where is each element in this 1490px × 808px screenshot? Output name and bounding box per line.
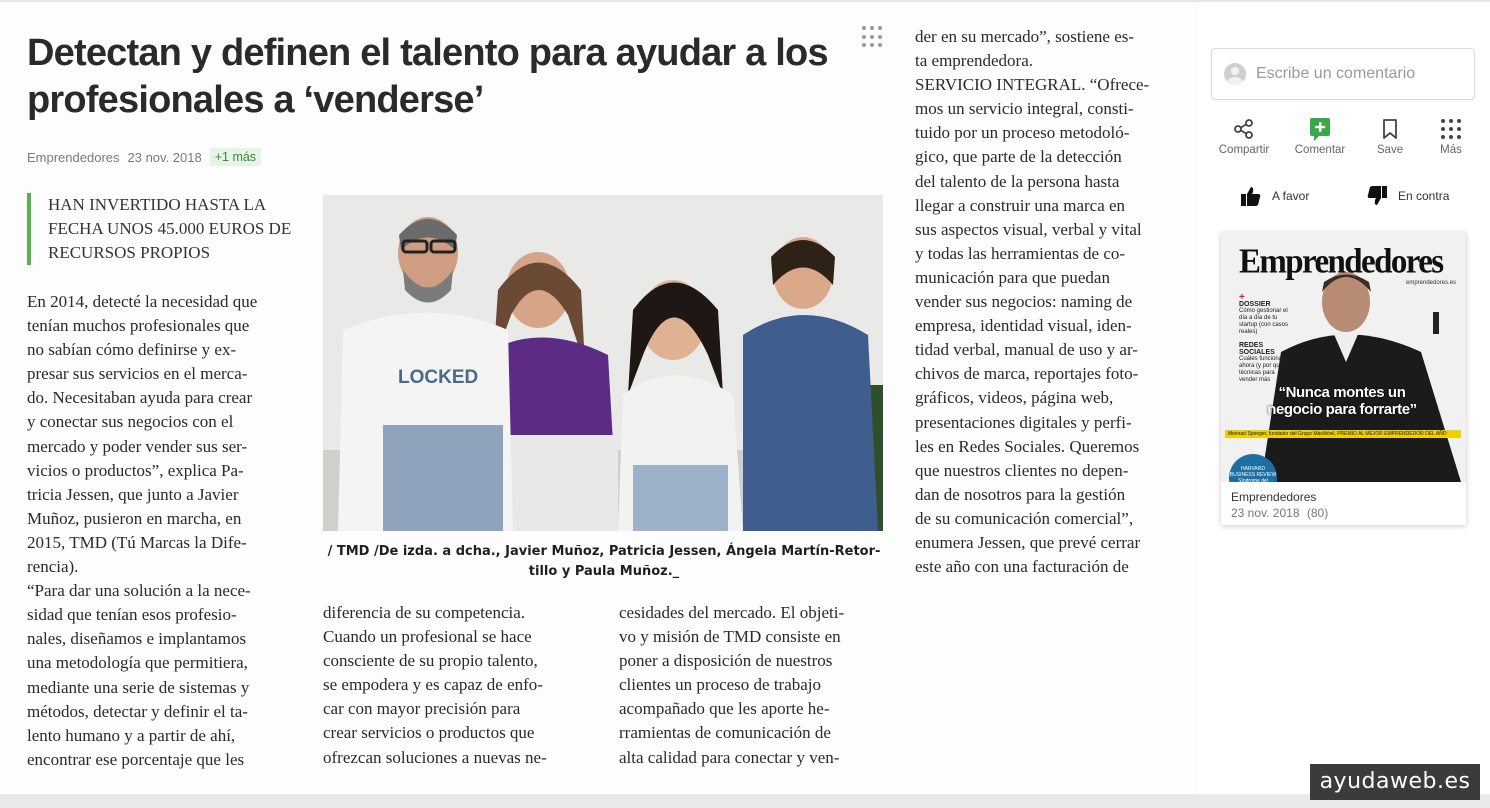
photo-caption-text: / TMD /De izda. a dcha., Javier Muñoz, Patricia Jessen, Ángela Martín-Retor- tillo y Paula Muñoz._ bbox=[327, 544, 881, 579]
vote-up-label: A favor bbox=[1272, 189, 1310, 203]
save-button[interactable] bbox=[1357, 116, 1423, 156]
cover-masthead: Emprendedores bbox=[1239, 243, 1443, 281]
share-button[interactable] bbox=[1211, 116, 1277, 156]
photo-caption bbox=[323, 542, 885, 582]
cover-dossier-head: DOSSIER bbox=[1239, 301, 1271, 308]
issue-date: 23 nov. 2018 bbox=[1231, 506, 1300, 520]
more-label: Más bbox=[1440, 144, 1462, 156]
action-bar bbox=[1211, 116, 1475, 160]
comment-plus-icon bbox=[1287, 116, 1353, 142]
drag-handle-icon[interactable] bbox=[862, 26, 884, 48]
cover-quote: “Nunca montes un negocio para forrarte” bbox=[1267, 384, 1417, 418]
vote-down-label: En contra bbox=[1398, 189, 1450, 203]
vote-up-button[interactable] bbox=[1240, 184, 1309, 208]
save-label: Save bbox=[1376, 144, 1404, 156]
magazine-issue-card[interactable] bbox=[1221, 232, 1466, 525]
plus-icon: + bbox=[1239, 292, 1245, 303]
issue-date-line bbox=[1231, 506, 1328, 520]
cover-badge: HARVARD BUSINESS REVIEW Síndrome del bbox=[1229, 454, 1277, 482]
pull-quote: HAN INVERTIDO HASTA LA FECHA UNOS 45.000 EUROS DE RECURSOS PROPIOS bbox=[27, 193, 292, 265]
article-title: Detectan y definen el talento para ayudar a los profesionales a ‘venderse’ bbox=[27, 32, 828, 121]
article-column-3: cesidades del mercado. El objeti- vo y misión de TMD consiste en poner a disposición de nuestros clientes un proceso de trabajo acompañado que les aporte he- rramientas de comunicación de alta calidad para conectar y ven- bbox=[619, 603, 845, 767]
issue-count: (80) bbox=[1306, 506, 1329, 520]
cover-redes-head: REDES SOCIALES bbox=[1239, 342, 1275, 356]
issue-publication: Emprendedores bbox=[1231, 490, 1317, 504]
article-column-1: En 2014, detecté la necesidad que tenían muchos profesionales que no sabían cómo definirse y ex- presar sus servicios en el merca- do. Necesitaban ayuda para crear y conectar sus negocios con el mercado y poder vender sus ser- vicios o productos”, explica Pa- tricia Jessen, que junto a Javier Muñoz, pusieron en marcha, en 2015, TMD (Tú Marcas la Dife- rencia). “Para dar una solución a la nece- sidad que tenían esos profesio- nales, diseñamos e implantamos una metodología que permitiera, mediante una serie de sistemas y métodos, detectar y definir el ta- lento humano y a partir de ahí, encontrar ese porcentaje que les bbox=[27, 292, 258, 769]
more-sources-badge[interactable]: +1 más bbox=[210, 148, 261, 166]
comment-button[interactable] bbox=[1287, 116, 1353, 156]
more-button[interactable] bbox=[1418, 116, 1484, 156]
article-photo bbox=[323, 195, 883, 531]
article-meta bbox=[27, 147, 261, 167]
comment-input[interactable] bbox=[1256, 65, 1456, 83]
thumbs-down-icon bbox=[1366, 185, 1388, 207]
watermark: ayudaweb.es bbox=[1310, 764, 1480, 800]
vote-down-button[interactable] bbox=[1366, 184, 1449, 208]
publication-name[interactable]: Emprendedores bbox=[27, 149, 120, 165]
bottom-strip bbox=[0, 794, 1490, 808]
article-column-2: diferencia de su competencia. Cuando un profesional se hace consciente de su propio talento, se empodera y es capaz de enfo- car con mayor precisión para crear servicios o productos que ofrezcan soluciones a nuevas ne- bbox=[323, 603, 547, 767]
cover-url: emprendedores.es bbox=[1406, 280, 1457, 286]
comment-label: Comentar bbox=[1294, 144, 1346, 156]
cover-side-teasers bbox=[1239, 294, 1291, 384]
shirt-print: LOCKED bbox=[398, 367, 479, 388]
share-icon bbox=[1211, 116, 1277, 142]
cover-redes-text: Cuáles funcionan ahora (y por qué) técnicas para vender más bbox=[1239, 356, 1286, 383]
cover-dossier-text: Cómo gestionar el día a día de tu startup (con casos reales) bbox=[1239, 308, 1289, 335]
comment-box[interactable] bbox=[1211, 48, 1475, 100]
thumbs-up-icon bbox=[1240, 185, 1262, 207]
avatar bbox=[1224, 63, 1246, 85]
magazine-cover[interactable] bbox=[1221, 232, 1466, 482]
grid-dots-icon bbox=[1418, 116, 1484, 142]
group-photo-illustration bbox=[323, 195, 883, 531]
article-column-4: der en su mercado”, sostiene es- ta emprendedora. SERVICIO INTEGRAL. “Ofrece- mos un servicio integral, consti- tuido por un proceso metodoló- gico, que parte de la detección del talento de la persona hasta llegar a construir una marca en sus aspectos visual, verbal y vital y todas las herramientas de co- municación para que puedan vender sus negocios: naming de empresa, identidad visual, iden- tidad verbal, manual de uso y ar- chivos de marca, reportajes foto- gráficos, videos, página web, presentaciones digitales y perfi- les en Redes Sociales. Queremos que nuestros clientes no depen- dan de nosotros para la gestión de su comunicación comercial”, enumera Jessen, que prevé cerrar este año con una facturación de bbox=[915, 27, 1150, 577]
cover-band: Meinrad Spenger, fundador del Grupo MásMóvil, PREMIO AL MEJOR EMPRENDEDOR DEL AÑO bbox=[1225, 430, 1461, 438]
share-label: Compartir bbox=[1218, 144, 1270, 156]
publication-date: 23 nov. 2018 bbox=[127, 149, 202, 165]
bookmark-icon bbox=[1357, 116, 1423, 142]
